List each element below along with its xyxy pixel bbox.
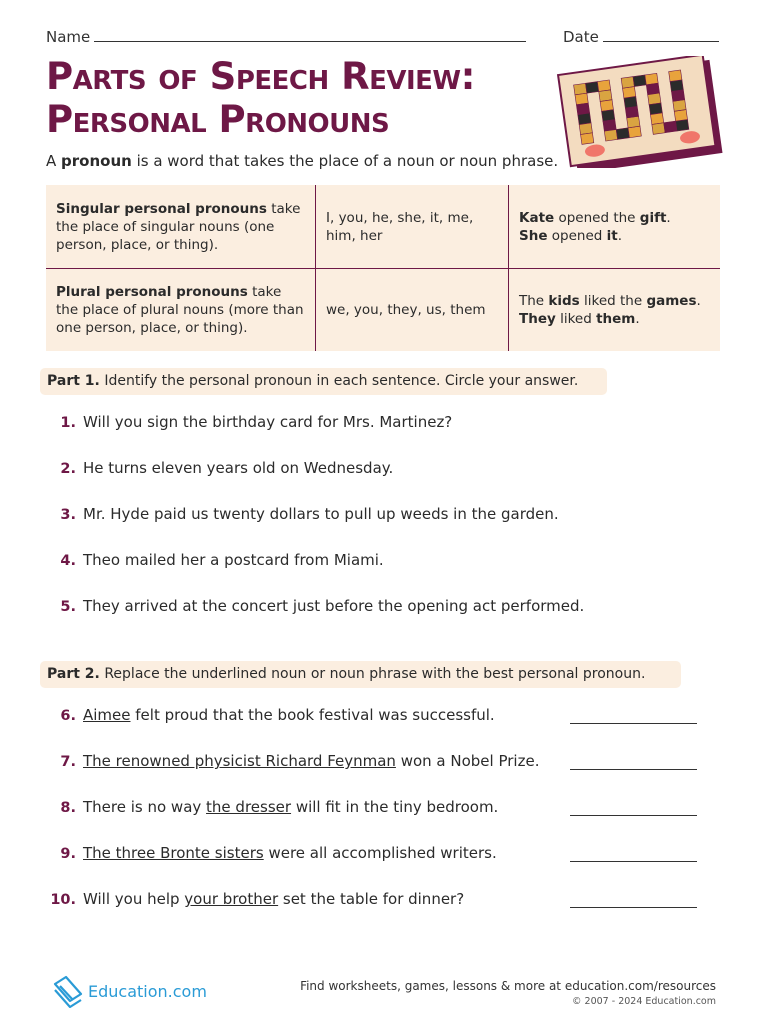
bold-word: games <box>646 293 697 309</box>
question-text <box>83 413 452 431</box>
answer-blank[interactable] <box>570 907 697 908</box>
example-sentence-2 <box>519 310 701 328</box>
pronoun-term: pronoun <box>61 152 132 170</box>
question-row[interactable] <box>46 459 393 477</box>
underlined-phrase: The renowned physicist Richard Feynman <box>83 752 396 770</box>
table-cell-singular-definition: Singular personal pronouns take the place of singular nouns (one person, place, or thing). <box>46 185 316 269</box>
question-number: 1. <box>60 415 76 431</box>
question-number: 10. <box>50 892 76 908</box>
question-number: 7. <box>60 754 76 770</box>
question-segment: set the table for dinner? <box>278 890 465 908</box>
underlined-phrase: the dresser <box>206 798 292 816</box>
question-text <box>83 459 393 477</box>
question-number: 2. <box>60 461 76 477</box>
question-segment: will fit in the tiny bedroom. <box>291 798 499 816</box>
page-title-line-1: Parts of Speech Review: <box>46 55 475 98</box>
question-number: 4. <box>60 553 76 569</box>
bold-word: kids <box>548 293 580 309</box>
date-blank-line[interactable] <box>603 41 719 42</box>
example-text: liked <box>555 311 597 327</box>
pronoun-table <box>46 185 720 351</box>
table-cell-plural-pronouns: we, you, they, us, them <box>316 269 509 351</box>
example-text: . <box>666 209 671 226</box>
answer-blank[interactable] <box>570 723 697 724</box>
part-2-heading: Part 2. Replace the underlined noun or noun phrase with the best personal pronoun. <box>40 661 681 688</box>
education-logo[interactable] <box>52 974 207 1008</box>
question-text <box>83 551 384 569</box>
example-text: liked the <box>579 293 647 309</box>
question-row[interactable] <box>46 597 584 615</box>
question-row[interactable] <box>46 413 452 431</box>
question-segment: He turns eleven years old on Wednesday. <box>83 459 394 477</box>
question-segment: won a Nobel Prize. <box>395 752 540 770</box>
question-row <box>46 798 498 816</box>
underlined-phrase: Aimee <box>83 706 131 724</box>
name-blank-line[interactable] <box>94 41 526 42</box>
question-row <box>46 890 464 908</box>
example-sentence-1 <box>519 292 701 310</box>
bold-word: Kate <box>519 209 555 226</box>
question-text <box>83 597 584 615</box>
question-segment: They arrived at the concert just before the opening act performed. <box>83 597 585 615</box>
underlined-phrase: your brother <box>184 890 279 908</box>
question-segment: Mr. Hyde paid us twenty dollars to pull up weeds in the garden. <box>83 505 559 523</box>
question-segment: There is no way <box>83 798 207 816</box>
bold-word: it <box>606 227 618 244</box>
date-label: Date <box>563 28 599 46</box>
question-row <box>46 844 497 862</box>
intro-text: A pronoun is a word that takes the place of a noun or noun phrase. <box>46 152 559 170</box>
table-cell-singular-example <box>509 185 720 269</box>
question-segment: Will you sign the birthday card for Mrs. Martinez? <box>83 413 453 431</box>
board-game-illustration <box>556 56 724 168</box>
question-row <box>46 706 495 724</box>
answer-blank[interactable] <box>570 815 697 816</box>
name-field[interactable] <box>46 28 526 46</box>
question-row[interactable] <box>46 551 384 569</box>
question-row[interactable] <box>46 505 559 523</box>
answer-blank[interactable] <box>570 769 697 770</box>
date-field[interactable] <box>563 28 719 46</box>
question-number: 9. <box>60 846 76 862</box>
table-cell-plural-definition: Plural personal pronouns take the place of plural nouns (more than one person, place, or thing). <box>46 269 316 351</box>
question-number: 6. <box>60 708 76 724</box>
question-text <box>83 890 464 908</box>
question-segment: Will you help <box>83 890 185 908</box>
question-text <box>83 752 539 770</box>
example-text: opened the <box>554 209 640 226</box>
example-text: opened <box>547 227 607 244</box>
example-text: . <box>696 293 701 309</box>
example-text: . <box>635 311 640 327</box>
example-text: The <box>519 293 549 309</box>
question-number: 8. <box>60 800 76 816</box>
name-label: Name <box>46 28 91 46</box>
question-text <box>83 505 559 523</box>
question-text <box>83 798 498 816</box>
question-number: 5. <box>60 599 76 615</box>
question-segment: Theo mailed her a postcard from Miami. <box>83 551 384 569</box>
table-cell-singular-pronouns: I, you, he, she, it, me, him, her <box>316 185 509 269</box>
example-sentence-2 <box>519 227 671 245</box>
example-text: . <box>617 227 623 244</box>
question-number: 3. <box>60 507 76 523</box>
page-title-line-2: Personal Pronouns <box>46 98 390 141</box>
bold-word: them <box>596 311 636 327</box>
bold-word: She <box>519 227 548 244</box>
question-segment: felt proud that the book festival was successful. <box>130 706 495 724</box>
question-row <box>46 752 539 770</box>
logo-text: Education.com <box>88 981 207 1001</box>
education-logo-icon <box>52 974 84 1008</box>
bold-word: They <box>519 311 556 327</box>
bold-word: gift <box>639 209 667 226</box>
underlined-phrase: The three Bronte sisters <box>83 844 264 862</box>
footer-tagline[interactable]: Find worksheets, games, lessons & more at education.com/resources <box>300 979 716 993</box>
question-text <box>83 706 495 724</box>
table-cell-plural-example <box>509 269 720 351</box>
example-sentence-1 <box>519 209 671 227</box>
footer-copyright: © 2007 - 2024 Education.com <box>572 996 716 1007</box>
answer-blank[interactable] <box>570 861 697 862</box>
part-1-heading: Part 1. Identify the personal pronoun in each sentence. Circle your answer. <box>40 368 607 395</box>
question-text <box>83 844 497 862</box>
question-segment: were all accomplished writers. <box>263 844 497 862</box>
